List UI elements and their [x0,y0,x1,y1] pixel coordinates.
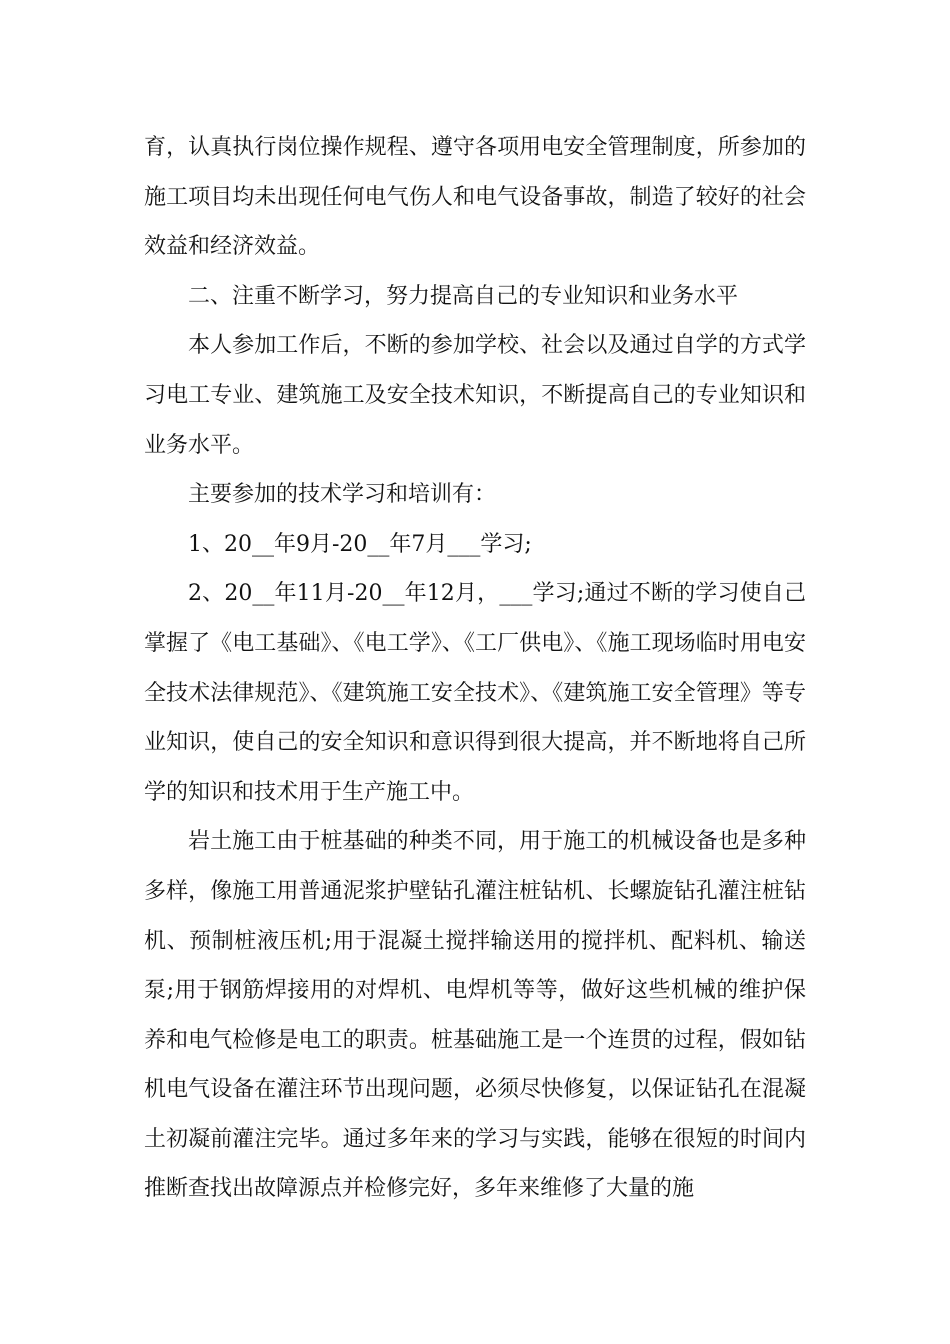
paragraph-training-intro: 主要参加的技术学习和培训有： [188,482,497,508]
paragraph-continuation: 育，认真执行岗位操作规程、遵守各项用电安全管理制度，所参加的施工项目均未出现任何电气伤人和电气设备事故，制造了较好的社会效益和经济效益。 [144,135,806,260]
paragraph-study: 本人参加工作后，不断的参加学校、社会以及通过自学的方式学习电工专业、建筑施工及安全技术知识，不断提高自己的专业知识和业务水平。 [144,333,806,458]
document-body [144,123,806,1214]
list-item-2: 2、20__年11月-20__年12月，___学习;通过不断的学习使自己掌握了《电工基础》、《电工学》、《工厂供电》、《施工现场临时用电安全技术法律规范》、《建筑施工安全技术》、《建筑施工安全管理》等专业知识，使自己的安全知识和意识得到很大提高，并不断地将自己所学的知识和技术用于生产施工中。 [144,581,806,805]
section-heading: 二、注重不断学习，努力提高自己的专业知识和业务水平 [188,283,739,309]
list-item-1: 1、20__年9月-20__年7月___学习; [188,531,532,557]
paragraph-equipment: 岩土施工由于桩基础的种类不同，用于施工的机械设备也是多种多样，像施工用普通泥浆护壁钻孔灌注桩钻机、长螺旋钻孔灌注桩钻机、预制桩液压机;用于混凝土搅拌输送用的搅拌机、配料机、输送泵;用于钢筋焊接用的对焊机、电焊机等等，做好这些机械的维护保养和电气检修是电工的职责。桩基础施工是一个连贯的过程，假如钻机电气设备在灌注环节出现问题，必须尽快修复，以保证钻孔在混凝土初凝前灌注完毕。通过多年来的学习与实践，能够在很短的时间内推断查找出故障源点并检修完好，多年来维修了大量的施 [144,829,806,1202]
